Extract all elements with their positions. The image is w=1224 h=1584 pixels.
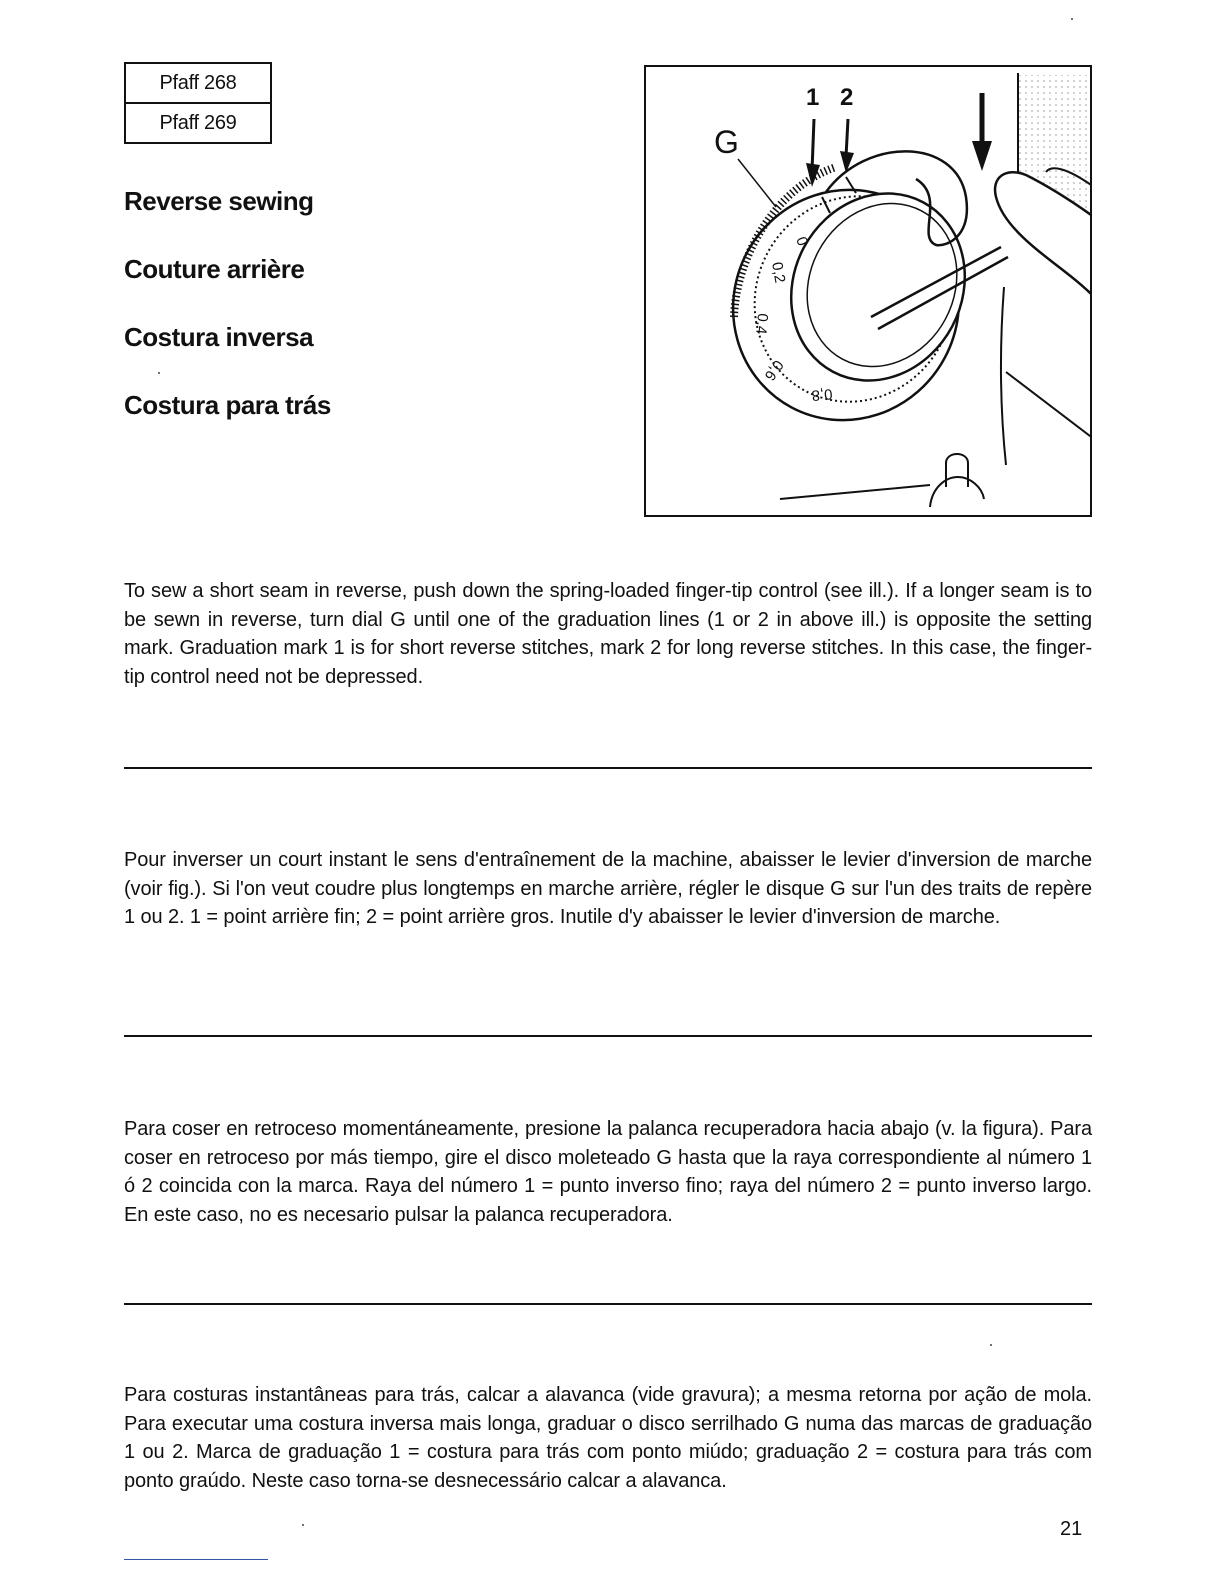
heading-spanish: Costura inversa: [124, 322, 314, 352]
mark-2-arrow-icon: [840, 151, 854, 173]
paragraph-spanish: Para coser en retroceso momentáneamente, presione la palanca recuperadora hacia abajo (v. la figura). Para coser en retroceso por más tiempo, gire el disco moleteado G hasta que la raya correspondiente al número 1 ó 2 coincida con la marca. Raya del número 1 = punto inverso fino; raya del número 2 = punto inverso largo. En este caso, no es necesario pulsar la palanca recuperadora.: [124, 1118, 1092, 1226]
model-label-269: Pfaff 269: [126, 102, 270, 142]
dial-drawing: [646, 67, 1092, 517]
down-arrow-icon: [972, 141, 992, 171]
reverse-dial-illustration: [644, 65, 1092, 517]
mark-label-2: 2: [840, 84, 854, 111]
divider-3: [124, 1303, 1092, 1305]
dial-scale-0-4: 0,4: [752, 312, 771, 335]
dial-label-g: G: [714, 124, 739, 160]
page-number: 21: [1060, 1518, 1083, 1540]
dial-scale-0-8: 0,8: [810, 385, 834, 404]
paragraph-english: To sew a short seam in reverse, push down the spring-loaded finger-tip control (see ill.). If a longer seam is to be sewn in reverse, turn dial G until one of the graduation lines (1 or 2 in above ill.) is opposite the setting mark. Graduation mark 1 is for short reverse stitches, mark 2 for long reverse stitches. In this case, the finger-tip control need not be depressed.: [124, 580, 1092, 688]
dial-scale-0-6: 0,6: [760, 356, 787, 384]
heading-french: Couture arrière: [124, 254, 305, 284]
scan-speck: [1071, 18, 1073, 20]
model-box: [124, 62, 272, 144]
dial-face: [759, 163, 997, 411]
heading-english: Reverse sewing: [124, 186, 314, 216]
dial-scale-0: 0: [792, 234, 812, 249]
divider-2: [124, 1035, 1092, 1037]
scan-speck: [302, 1524, 304, 1526]
paragraph-french: Pour inverser un court instant le sens d'entraînement de la machine, abaisser le levier d'inversion de marche (voir fig.). Si l'on veut coudre plus longtemps en marche arrière, régler le disque G sur l'un des traits de repère 1 ou 2. 1 = point arrière fin; 2 = point arrière gros. Inutile d'y abaisser le levier d'inversion de marche.: [124, 849, 1092, 928]
scan-edge-line: [124, 1559, 268, 1560]
mark-label-1: 1: [806, 84, 820, 111]
mark-1-arrow-icon: [806, 163, 820, 187]
model-label-268: Pfaff 268: [159, 72, 237, 94]
paragraph-portuguese: Para costuras instantâneas para trás, calcar a alavanca (vide gravura); a mesma retorna por ação de mola. Para executar uma costura inversa mais longa, graduar o disco serrilhado G numa das marcas de graduação 1 ou 2. Marca de graduação 1 = costura para trás com ponto miúdo; graduação 2 = costura para trás com ponto graúdo. Neste caso torna-se desnecessário calcar a alavanca.: [124, 1384, 1092, 1492]
scan-speck: [158, 372, 160, 374]
divider-1: [124, 767, 1092, 769]
knob: [946, 454, 968, 487]
dial-scale-0-2: 0,2: [768, 260, 789, 285]
scan-speck: [990, 1344, 992, 1346]
heading-portuguese: Costura para trás: [124, 390, 331, 420]
